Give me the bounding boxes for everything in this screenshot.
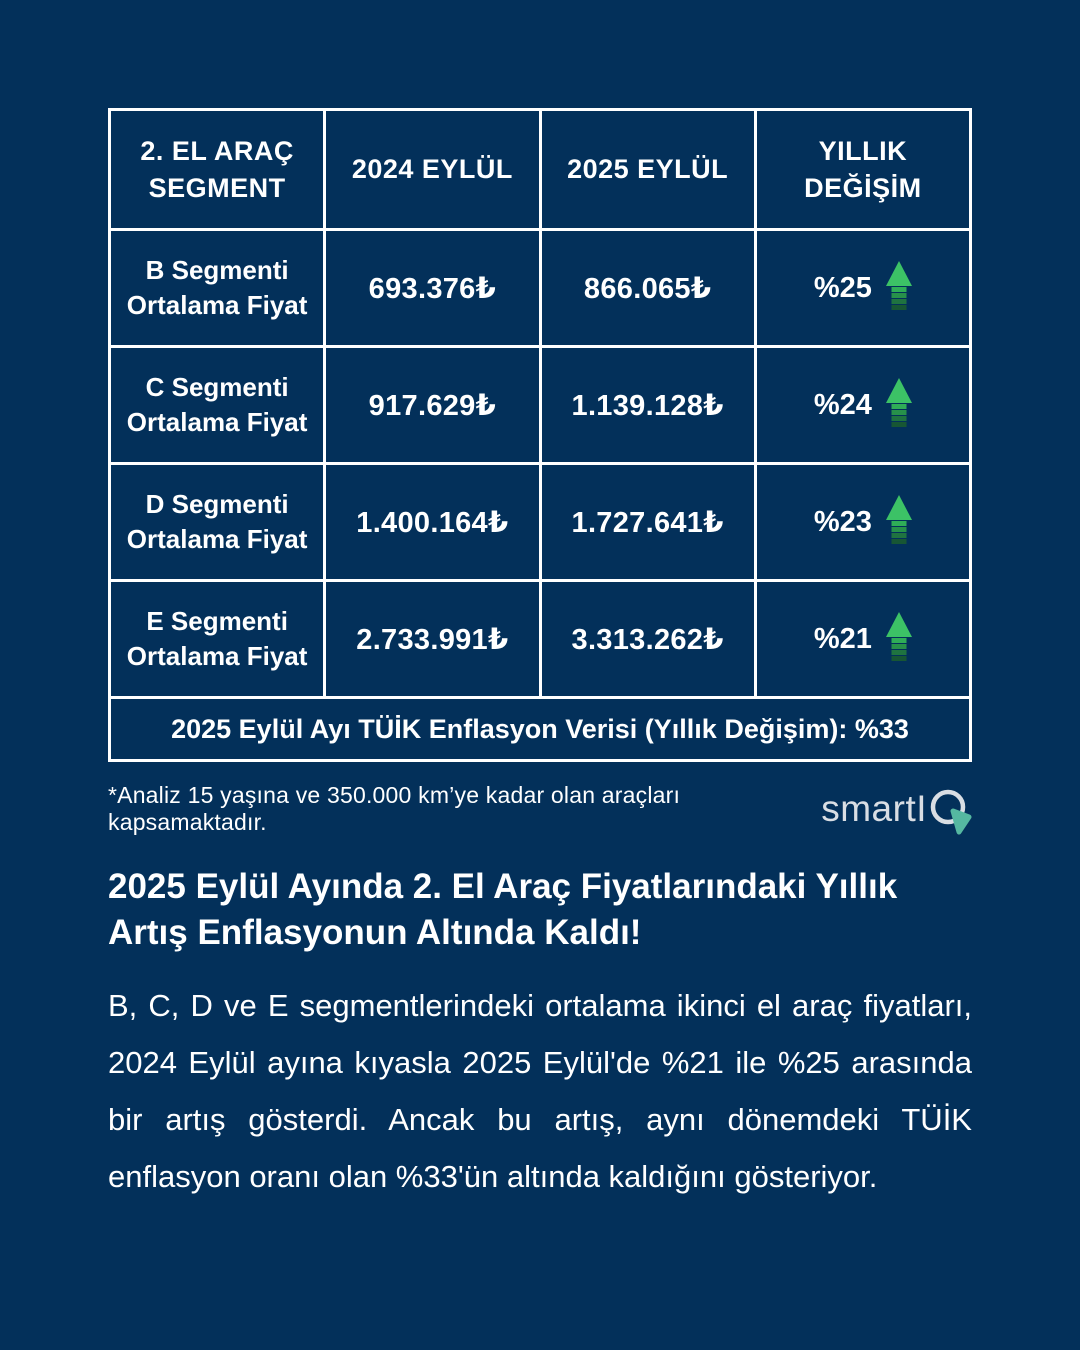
up-arrow-icon <box>886 612 912 664</box>
col-header-segment: 2. EL ARAÇ SEGMENT <box>110 110 325 230</box>
change-value: %21 <box>813 622 872 655</box>
inflation-note: 2025 Eylül Ayı TÜİK Enflasyon Verisi (Yıllık Değişim): %33 <box>110 698 971 761</box>
price-2024: 1.400.164₺ <box>325 464 540 581</box>
change-value: %24 <box>813 388 872 421</box>
change-cell <box>755 347 970 464</box>
price-2025: 866.065₺ <box>540 230 755 347</box>
change-value: %25 <box>813 271 872 304</box>
segment-label: C Segmenti Ortalama Fiyat <box>110 347 325 464</box>
col-header-2024: 2024 EYLÜL <box>325 110 540 230</box>
price-2025: 3.313.262₺ <box>540 581 755 698</box>
summary-paragraph: B, C, D ve E segmentlerindeki ortalama ikinci el araç fiyatları, 2024 Eylül ayına kıyasla 2025 Eylül'de %21 ile %25 arasında bir artış gösterdi. Ancak bu artış, aynı dönemdeki TÜİK enflasyon oranı olan %33'ün altında kaldığını gösteriyor. <box>108 988 972 1194</box>
table-header-row <box>110 110 971 230</box>
price-2024: 917.629₺ <box>325 347 540 464</box>
col-header-2025: 2025 EYLÜL <box>540 110 755 230</box>
change-cell <box>755 230 970 347</box>
change-cell <box>755 581 970 698</box>
smartiq-logo-q-icon <box>928 787 972 835</box>
price-2025: 1.727.641₺ <box>540 464 755 581</box>
page-title: 2025 Eylül Ayında 2. El Araç Fiyatlarındaki Yıllık Artış Enflasyonun Altında Kaldı! <box>108 867 898 952</box>
analysis-footnote: *Analiz 15 yaşına ve 350.000 km’ye kadar olan araçları kapsamaktadır. <box>108 782 681 835</box>
table-footer-row <box>110 698 971 761</box>
price-2024: 2.733.991₺ <box>325 581 540 698</box>
table-row-c-segment <box>110 347 971 464</box>
segment-price-table <box>108 108 972 762</box>
segment-label: D Segmenti Ortalama Fiyat <box>110 464 325 581</box>
col-header-change: YILLIK DEĞİŞİM <box>755 110 970 230</box>
price-2025: 1.139.128₺ <box>540 347 755 464</box>
table-row-e-segment <box>110 581 971 698</box>
price-2024: 693.376₺ <box>325 230 540 347</box>
note-row <box>108 782 972 836</box>
smartiq-logo-text: smartI <box>821 788 927 829</box>
smartiq-logo <box>821 783 972 835</box>
change-value: %23 <box>813 505 872 538</box>
segment-label: E Segmenti Ortalama Fiyat <box>110 581 325 698</box>
table-row-d-segment <box>110 464 971 581</box>
up-arrow-icon <box>886 378 912 430</box>
table-row-b-segment <box>110 230 971 347</box>
up-arrow-icon <box>886 495 912 547</box>
up-arrow-icon <box>886 261 912 313</box>
segment-label: B Segmenti Ortalama Fiyat <box>110 230 325 347</box>
change-cell <box>755 464 970 581</box>
